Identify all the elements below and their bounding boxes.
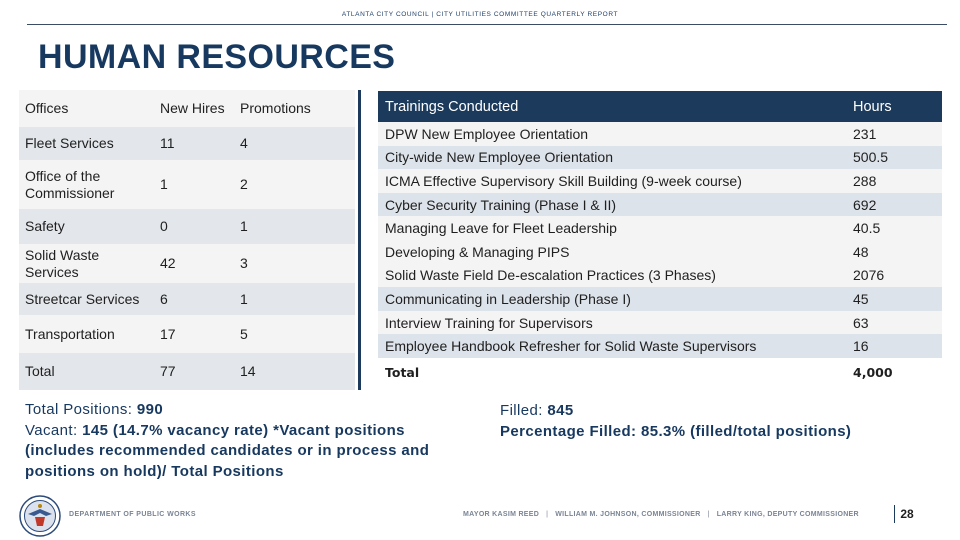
section-divider-bar [358,90,361,390]
city-seal-icon [19,495,61,537]
new-hires-value: 11 [154,127,234,160]
office-name: Solid Waste Services [19,244,154,283]
filled-value: 845 [547,402,574,419]
trainings-table [378,91,942,388]
training-hours: 2076 [846,264,942,288]
training-hours: 48 [846,240,942,264]
office-name: Total [19,353,154,390]
page-number: 28 [900,507,914,521]
table-row [378,193,942,217]
training-hours: 40.5 [846,216,942,240]
office-name: Office of the Commissioner [19,160,154,209]
promotions-value: 1 [234,209,355,244]
leadership-line [463,511,859,518]
report-header-line: ATLANTA CITY COUNCIL | CITY UTILITIES COMMITTEE QUARTERLY REPORT [341,11,619,18]
header-divider [27,24,947,25]
training-hours: 45 [846,287,942,311]
total-positions-label: Total Positions: [25,401,137,418]
promotions-value: 2 [234,160,355,209]
table-row [19,244,355,283]
table-row [378,264,942,288]
column-header-new-hires: New Hires [154,90,234,127]
training-hours: 500.5 [846,146,942,170]
total-label: Total [378,358,846,388]
table-row [378,169,942,193]
column-header-offices: Offices [19,90,154,127]
training-name: Employee Handbook Refresher for Solid Waste Supervisors [378,334,846,358]
training-hours: 16 [846,334,942,358]
table-total-row [19,353,355,390]
office-name: Streetcar Services [19,283,154,315]
table-row [19,160,355,209]
promotions-value: 5 [234,315,355,353]
new-hires-value: 1 [154,160,234,209]
footer-separator: | [546,511,549,518]
percentage-filled: Percentage Filled: 85.3% (filled/total positions) [500,423,852,440]
new-hires-value: 77 [154,353,234,390]
promotions-value: 1 [234,283,355,315]
table-row [378,311,942,335]
new-hires-value: 0 [154,209,234,244]
training-name: Managing Leave for Fleet Leadership [378,216,846,240]
table-row [378,334,942,358]
new-hires-value: 42 [154,244,234,283]
mayor-name: MAYOR KASIM REED [463,511,540,518]
training-hours: 692 [846,193,942,217]
department-name: DEPARTMENT OF PUBLIC WORKS [69,511,196,518]
training-name: Developing & Managing PIPS [378,240,846,264]
column-header-hours: Hours [846,91,942,122]
office-name: Safety [19,209,154,244]
deputy-commissioner-name: LARRY KING, DEPUTY COMMISSIONER [716,511,859,518]
training-name: DPW New Employee Orientation [378,122,846,146]
office-name: Transportation [19,315,154,353]
total-positions-value: 990 [136,401,164,418]
training-hours: 288 [846,169,942,193]
training-name: Communicating in Leadership (Phase I) [378,287,846,311]
table-row [378,146,942,170]
training-hours: 231 [846,122,942,146]
table-row [378,287,942,311]
table-row [378,122,942,146]
column-header-trainings: Trainings Conducted [378,91,846,122]
table-row [19,127,355,160]
promotions-value: 4 [234,127,355,160]
promotions-value: 14 [234,353,355,390]
new-hires-value: 17 [154,315,234,353]
vacant-value: 145 (14.7% vacancy rate) [82,421,269,439]
column-header-promotions: Promotions [234,90,355,127]
filled-summary [500,400,920,442]
commissioner-name: WILLIAM M. JOHNSON, COMMISSIONER [555,511,701,518]
table-row [19,315,355,353]
vacant-note: *Vacant positions (includes recommended candidates or in process and positions on hold)/ Total Positions [25,421,430,480]
positions-summary [25,400,475,482]
training-hours: 63 [846,311,942,335]
table-row [378,240,942,264]
new-hires-value: 6 [154,283,234,315]
total-hours: 4,000 [846,358,942,388]
table-row [19,283,355,315]
table-header-row [378,91,942,122]
table-row [378,216,942,240]
table-total-row [378,358,942,388]
promotions-value: 3 [234,244,355,283]
footer-separator: | [707,511,710,518]
table-header-row [19,90,355,127]
training-name: Cyber Security Training (Phase I & II) [378,193,846,217]
training-name: City-wide New Employee Orientation [378,146,846,170]
table-row [19,209,355,244]
filled-label: Filled: [500,402,548,419]
office-name: Fleet Services [19,127,154,160]
offices-table [19,90,355,390]
vacant-label: Vacant: [25,421,83,439]
training-name: Solid Waste Field De-escalation Practices (3 Phases) [378,264,846,288]
page-title: HUMAN RESOURCES [38,38,396,76]
training-name: ICMA Effective Supervisory Skill Building (9-week course) [378,169,846,193]
training-name: Interview Training for Supervisors [378,311,846,335]
